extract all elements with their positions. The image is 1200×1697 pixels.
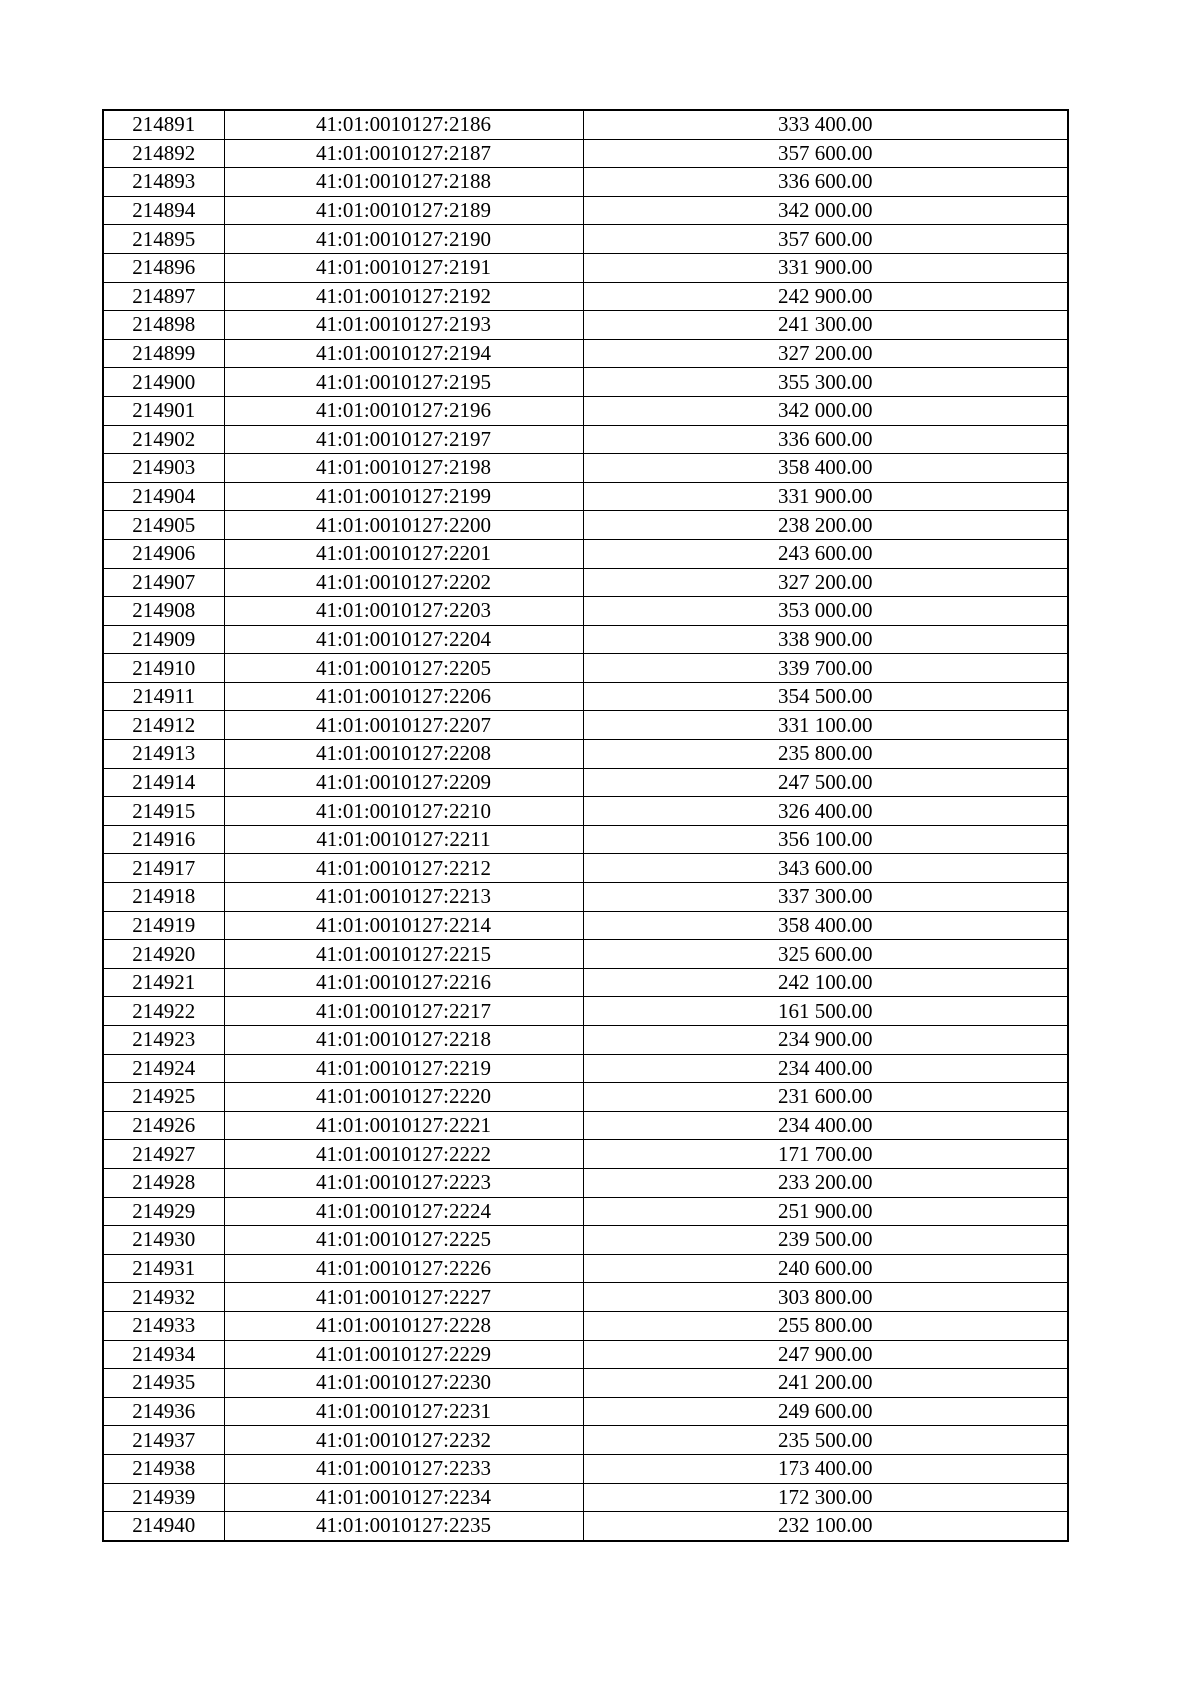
cadastral-value-cell: 234 400.00 — [583, 1054, 1068, 1083]
row-number-cell: 214898 — [103, 311, 224, 340]
cadastral-value-cell: 233 200.00 — [583, 1168, 1068, 1197]
table-row — [103, 1340, 1068, 1369]
cadastral-value-cell: 336 600.00 — [583, 425, 1068, 454]
cadastral-number-cell: 41:01:0010127:2207 — [224, 711, 583, 740]
cadastral-value-cell: 338 900.00 — [583, 625, 1068, 654]
row-number-cell: 214927 — [103, 1140, 224, 1169]
cadastral-value-table — [102, 109, 1069, 1542]
cadastral-value-cell: 255 800.00 — [583, 1311, 1068, 1340]
table-row — [103, 339, 1068, 368]
table-body — [103, 110, 1068, 1541]
table-row — [103, 1283, 1068, 1312]
table-row — [103, 196, 1068, 225]
cadastral-value-cell: 173 400.00 — [583, 1454, 1068, 1483]
row-number-cell: 214892 — [103, 139, 224, 168]
cadastral-number-cell: 41:01:0010127:2193 — [224, 311, 583, 340]
cadastral-value-cell: 242 900.00 — [583, 282, 1068, 311]
cadastral-number-cell: 41:01:0010127:2223 — [224, 1168, 583, 1197]
cadastral-value-cell: 339 700.00 — [583, 654, 1068, 683]
cadastral-value-cell: 235 500.00 — [583, 1426, 1068, 1455]
cadastral-value-cell: 354 500.00 — [583, 682, 1068, 711]
table-row — [103, 168, 1068, 197]
cadastral-number-cell: 41:01:0010127:2213 — [224, 883, 583, 912]
cadastral-number-cell: 41:01:0010127:2218 — [224, 1026, 583, 1055]
row-number-cell: 214934 — [103, 1340, 224, 1369]
cadastral-value-cell: 333 400.00 — [583, 110, 1068, 139]
row-number-cell: 214900 — [103, 368, 224, 397]
table-row — [103, 282, 1068, 311]
cadastral-value-cell: 357 600.00 — [583, 139, 1068, 168]
row-number-cell: 214912 — [103, 711, 224, 740]
row-number-cell: 214940 — [103, 1512, 224, 1541]
cadastral-value-cell: 171 700.00 — [583, 1140, 1068, 1169]
cadastral-number-cell: 41:01:0010127:2192 — [224, 282, 583, 311]
row-number-cell: 214910 — [103, 654, 224, 683]
cadastral-value-cell: 231 600.00 — [583, 1083, 1068, 1112]
table-row — [103, 1483, 1068, 1512]
cadastral-number-cell: 41:01:0010127:2194 — [224, 339, 583, 368]
row-number-cell: 214929 — [103, 1197, 224, 1226]
cadastral-number-cell: 41:01:0010127:2217 — [224, 997, 583, 1026]
cadastral-number-cell: 41:01:0010127:2197 — [224, 425, 583, 454]
cadastral-number-cell: 41:01:0010127:2210 — [224, 797, 583, 826]
row-number-cell: 214923 — [103, 1026, 224, 1055]
cadastral-number-cell: 41:01:0010127:2211 — [224, 825, 583, 854]
cadastral-value-cell: 358 400.00 — [583, 911, 1068, 940]
cadastral-number-cell: 41:01:0010127:2232 — [224, 1426, 583, 1455]
table-row — [103, 110, 1068, 139]
table-row — [103, 368, 1068, 397]
row-number-cell: 214921 — [103, 968, 224, 997]
cadastral-value-cell: 331 100.00 — [583, 711, 1068, 740]
row-number-cell: 214891 — [103, 110, 224, 139]
row-number-cell: 214901 — [103, 396, 224, 425]
cadastral-number-cell: 41:01:0010127:2198 — [224, 454, 583, 483]
table-row — [103, 396, 1068, 425]
cadastral-number-cell: 41:01:0010127:2229 — [224, 1340, 583, 1369]
cadastral-number-cell: 41:01:0010127:2222 — [224, 1140, 583, 1169]
cadastral-number-cell: 41:01:0010127:2231 — [224, 1397, 583, 1426]
row-number-cell: 214905 — [103, 511, 224, 540]
cadastral-value-cell: 247 900.00 — [583, 1340, 1068, 1369]
cadastral-value-cell: 241 300.00 — [583, 311, 1068, 340]
table-row — [103, 940, 1068, 969]
cadastral-number-cell: 41:01:0010127:2224 — [224, 1197, 583, 1226]
cadastral-number-cell: 41:01:0010127:2187 — [224, 139, 583, 168]
cadastral-number-cell: 41:01:0010127:2230 — [224, 1369, 583, 1398]
cadastral-value-cell: 325 600.00 — [583, 940, 1068, 969]
cadastral-number-cell: 41:01:0010127:2220 — [224, 1083, 583, 1112]
table-row — [103, 654, 1068, 683]
cadastral-value-cell: 239 500.00 — [583, 1226, 1068, 1255]
cadastral-number-cell: 41:01:0010127:2226 — [224, 1254, 583, 1283]
cadastral-value-cell: 343 600.00 — [583, 854, 1068, 883]
cadastral-number-cell: 41:01:0010127:2203 — [224, 597, 583, 626]
table-row — [103, 1454, 1068, 1483]
table-row — [103, 253, 1068, 282]
row-number-cell: 214894 — [103, 196, 224, 225]
row-number-cell: 214936 — [103, 1397, 224, 1426]
cadastral-value-cell: 242 100.00 — [583, 968, 1068, 997]
cadastral-number-cell: 41:01:0010127:2212 — [224, 854, 583, 883]
row-number-cell: 214916 — [103, 825, 224, 854]
cadastral-number-cell: 41:01:0010127:2196 — [224, 396, 583, 425]
cadastral-number-cell: 41:01:0010127:2191 — [224, 253, 583, 282]
table-row — [103, 1311, 1068, 1340]
row-number-cell: 214914 — [103, 768, 224, 797]
row-number-cell: 214922 — [103, 997, 224, 1026]
cadastral-number-cell: 41:01:0010127:2228 — [224, 1311, 583, 1340]
cadastral-number-cell: 41:01:0010127:2189 — [224, 196, 583, 225]
row-number-cell: 214906 — [103, 539, 224, 568]
row-number-cell: 214935 — [103, 1369, 224, 1398]
cadastral-number-cell: 41:01:0010127:2234 — [224, 1483, 583, 1512]
cadastral-value-cell: 249 600.00 — [583, 1397, 1068, 1426]
table-row — [103, 825, 1068, 854]
table-row — [103, 1254, 1068, 1283]
row-number-cell: 214913 — [103, 740, 224, 769]
cadastral-value-cell: 326 400.00 — [583, 797, 1068, 826]
row-number-cell: 214893 — [103, 168, 224, 197]
row-number-cell: 214897 — [103, 282, 224, 311]
table-row — [103, 1111, 1068, 1140]
cadastral-value-cell: 358 400.00 — [583, 454, 1068, 483]
table-row — [103, 740, 1068, 769]
table-row — [103, 1512, 1068, 1541]
cadastral-value-cell: 357 600.00 — [583, 225, 1068, 254]
row-number-cell: 214919 — [103, 911, 224, 940]
table-row — [103, 568, 1068, 597]
table-row — [103, 1140, 1068, 1169]
table-row — [103, 225, 1068, 254]
cadastral-number-cell: 41:01:0010127:2201 — [224, 539, 583, 568]
row-number-cell: 214895 — [103, 225, 224, 254]
row-number-cell: 214907 — [103, 568, 224, 597]
cadastral-number-cell: 41:01:0010127:2188 — [224, 168, 583, 197]
cadastral-number-cell: 41:01:0010127:2216 — [224, 968, 583, 997]
table-row — [103, 968, 1068, 997]
table-row — [103, 682, 1068, 711]
cadastral-number-cell: 41:01:0010127:2235 — [224, 1512, 583, 1541]
row-number-cell: 214915 — [103, 797, 224, 826]
cadastral-number-cell: 41:01:0010127:2208 — [224, 740, 583, 769]
cadastral-number-cell: 41:01:0010127:2205 — [224, 654, 583, 683]
cadastral-number-cell: 41:01:0010127:2195 — [224, 368, 583, 397]
table-row — [103, 139, 1068, 168]
cadastral-number-cell: 41:01:0010127:2225 — [224, 1226, 583, 1255]
row-number-cell: 214917 — [103, 854, 224, 883]
table-row — [103, 1054, 1068, 1083]
row-number-cell: 214938 — [103, 1454, 224, 1483]
table-row — [103, 311, 1068, 340]
cadastral-value-cell: 241 200.00 — [583, 1369, 1068, 1398]
cadastral-value-cell: 251 900.00 — [583, 1197, 1068, 1226]
table-row — [103, 797, 1068, 826]
cadastral-value-cell: 161 500.00 — [583, 997, 1068, 1026]
table-row — [103, 883, 1068, 912]
row-number-cell: 214920 — [103, 940, 224, 969]
cadastral-number-cell: 41:01:0010127:2204 — [224, 625, 583, 654]
cadastral-value-cell: 331 900.00 — [583, 253, 1068, 282]
cadastral-value-cell: 247 500.00 — [583, 768, 1068, 797]
table-row — [103, 482, 1068, 511]
table-row — [103, 711, 1068, 740]
row-number-cell: 214926 — [103, 1111, 224, 1140]
row-number-cell: 214937 — [103, 1426, 224, 1455]
table-row — [103, 997, 1068, 1026]
table-row — [103, 1083, 1068, 1112]
cadastral-number-cell: 41:01:0010127:2200 — [224, 511, 583, 540]
cadastral-value-cell: 303 800.00 — [583, 1283, 1068, 1312]
table-row — [103, 768, 1068, 797]
table-row — [103, 1397, 1068, 1426]
cadastral-number-cell: 41:01:0010127:2233 — [224, 1454, 583, 1483]
row-number-cell: 214896 — [103, 253, 224, 282]
cadastral-number-cell: 41:01:0010127:2214 — [224, 911, 583, 940]
row-number-cell: 214911 — [103, 682, 224, 711]
table-row — [103, 625, 1068, 654]
cadastral-value-cell: 243 600.00 — [583, 539, 1068, 568]
cadastral-value-cell: 342 000.00 — [583, 196, 1068, 225]
cadastral-number-cell: 41:01:0010127:2190 — [224, 225, 583, 254]
table-row — [103, 425, 1068, 454]
table-row — [103, 1426, 1068, 1455]
table-row — [103, 1168, 1068, 1197]
cadastral-value-cell: 240 600.00 — [583, 1254, 1068, 1283]
cadastral-value-cell: 327 200.00 — [583, 339, 1068, 368]
row-number-cell: 214931 — [103, 1254, 224, 1283]
table-row — [103, 597, 1068, 626]
row-number-cell: 214909 — [103, 625, 224, 654]
row-number-cell: 214930 — [103, 1226, 224, 1255]
table-row — [103, 1026, 1068, 1055]
row-number-cell: 214928 — [103, 1168, 224, 1197]
row-number-cell: 214939 — [103, 1483, 224, 1512]
cadastral-number-cell: 41:01:0010127:2215 — [224, 940, 583, 969]
cadastral-number-cell: 41:01:0010127:2209 — [224, 768, 583, 797]
row-number-cell: 214903 — [103, 454, 224, 483]
table-row — [103, 1369, 1068, 1398]
cadastral-value-cell: 342 000.00 — [583, 396, 1068, 425]
cadastral-value-cell: 234 400.00 — [583, 1111, 1068, 1140]
cadastral-value-cell: 234 900.00 — [583, 1026, 1068, 1055]
table-row — [103, 911, 1068, 940]
row-number-cell: 214904 — [103, 482, 224, 511]
cadastral-number-cell: 41:01:0010127:2206 — [224, 682, 583, 711]
table-row — [103, 1197, 1068, 1226]
cadastral-number-cell: 41:01:0010127:2227 — [224, 1283, 583, 1312]
cadastral-number-cell: 41:01:0010127:2221 — [224, 1111, 583, 1140]
cadastral-value-cell: 353 000.00 — [583, 597, 1068, 626]
cadastral-value-cell: 336 600.00 — [583, 168, 1068, 197]
row-number-cell: 214924 — [103, 1054, 224, 1083]
table-row — [103, 854, 1068, 883]
row-number-cell: 214932 — [103, 1283, 224, 1312]
cadastral-value-cell: 355 300.00 — [583, 368, 1068, 397]
table-row — [103, 539, 1068, 568]
row-number-cell: 214925 — [103, 1083, 224, 1112]
cadastral-number-cell: 41:01:0010127:2219 — [224, 1054, 583, 1083]
cadastral-value-cell: 232 100.00 — [583, 1512, 1068, 1541]
cadastral-value-cell: 172 300.00 — [583, 1483, 1068, 1512]
cadastral-value-cell: 235 800.00 — [583, 740, 1068, 769]
table-row — [103, 511, 1068, 540]
cadastral-value-cell: 238 200.00 — [583, 511, 1068, 540]
row-number-cell: 214933 — [103, 1311, 224, 1340]
cadastral-value-cell: 337 300.00 — [583, 883, 1068, 912]
row-number-cell: 214899 — [103, 339, 224, 368]
row-number-cell: 214902 — [103, 425, 224, 454]
row-number-cell: 214918 — [103, 883, 224, 912]
cadastral-value-cell: 331 900.00 — [583, 482, 1068, 511]
row-number-cell: 214908 — [103, 597, 224, 626]
cadastral-value-cell: 327 200.00 — [583, 568, 1068, 597]
cadastral-number-cell: 41:01:0010127:2199 — [224, 482, 583, 511]
table-row — [103, 454, 1068, 483]
cadastral-value-cell: 356 100.00 — [583, 825, 1068, 854]
cadastral-number-cell: 41:01:0010127:2202 — [224, 568, 583, 597]
cadastral-number-cell: 41:01:0010127:2186 — [224, 110, 583, 139]
table-row — [103, 1226, 1068, 1255]
